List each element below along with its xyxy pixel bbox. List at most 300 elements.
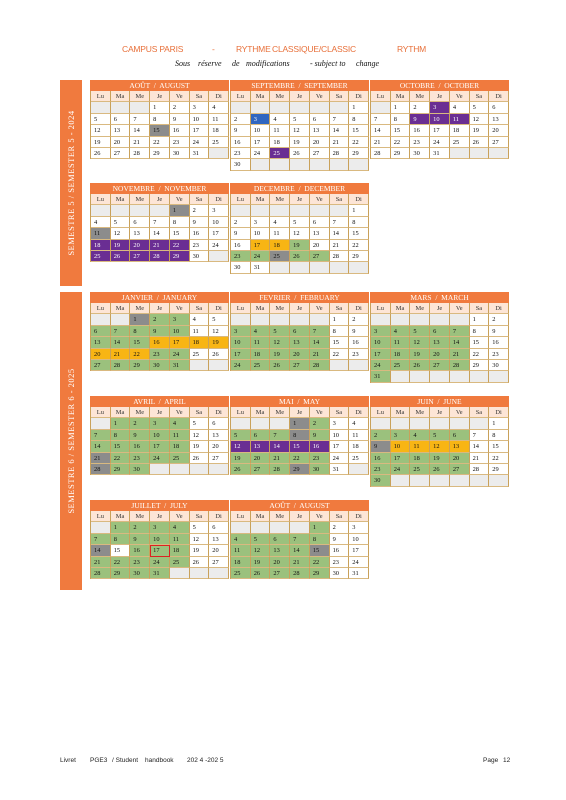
empty-day-cell — [91, 522, 111, 533]
day-cell: 31 — [349, 568, 369, 579]
empty-day-cell — [391, 371, 411, 382]
day-cell: 17 — [371, 349, 391, 360]
month-title: MAI / MAY — [230, 396, 369, 407]
day-cell: 3 — [430, 102, 450, 113]
day-cell: 16 — [150, 337, 170, 348]
day-cell: 11 — [209, 114, 229, 125]
day-cell: 29 — [170, 251, 190, 262]
day-cell: 21 — [270, 453, 290, 464]
day-cell: 24 — [209, 240, 229, 251]
day-cell: 20 — [251, 453, 271, 464]
empty-day-cell — [270, 102, 290, 113]
month-block — [90, 80, 229, 159]
day-cell: 19 — [470, 125, 490, 136]
day-cell: 28 — [371, 148, 391, 159]
day-cell: 6 — [91, 326, 111, 337]
weekday-header: Ve — [310, 511, 330, 522]
day-cell: 7 — [330, 217, 350, 228]
empty-day-cell — [251, 102, 271, 113]
day-cell: 15 — [111, 441, 131, 452]
weekday-header: Lu — [231, 511, 251, 522]
empty-day-cell — [270, 418, 290, 429]
weekday-header: Ma — [111, 511, 131, 522]
day-cell: 31 — [371, 371, 391, 382]
weekday-header: Je — [290, 407, 310, 418]
weekday-header: Ma — [251, 407, 271, 418]
day-cell: 5 — [111, 217, 131, 228]
day-cell: 19 — [290, 240, 310, 251]
day-cell: 30 — [489, 360, 509, 371]
day-cell: 1 — [150, 102, 170, 113]
day-cell: 14 — [130, 125, 150, 136]
day-cell: 1 — [290, 418, 310, 429]
empty-day-cell — [391, 475, 411, 486]
weekday-header: Di — [209, 303, 229, 314]
weekday-header: Me — [410, 303, 430, 314]
day-cell: 15 — [150, 125, 170, 136]
empty-day-cell — [330, 262, 350, 273]
calendar-header — [0, 44, 566, 58]
weekday-header: Sa — [470, 91, 490, 102]
weekday-header: Ve — [450, 303, 470, 314]
day-cell: 10 — [371, 337, 391, 348]
day-cell: 1 — [330, 314, 350, 325]
month-grid — [230, 194, 369, 274]
day-cell: 4 — [170, 522, 190, 533]
day-cell: 21 — [330, 240, 350, 251]
day-cell: 3 — [371, 326, 391, 337]
day-cell: 22 — [391, 137, 411, 148]
empty-day-cell — [290, 314, 310, 325]
header-dash: - — [212, 44, 215, 54]
day-cell: 25 — [251, 360, 271, 371]
empty-day-cell — [270, 314, 290, 325]
day-cell: 20 — [270, 557, 290, 568]
empty-day-cell — [190, 568, 210, 579]
day-cell: 9 — [190, 217, 210, 228]
footer-book: Livret — [60, 757, 76, 764]
day-cell: 12 — [270, 337, 290, 348]
day-cell: 27 — [111, 148, 131, 159]
day-cell: 13 — [310, 125, 330, 136]
day-cell: 31 — [330, 464, 350, 475]
day-cell: 22 — [489, 453, 509, 464]
weekday-header: Di — [349, 511, 369, 522]
day-cell: 12 — [470, 114, 490, 125]
weekday-header: Je — [150, 194, 170, 205]
day-cell: 16 — [371, 453, 391, 464]
day-cell: 8 — [330, 326, 350, 337]
empty-day-cell — [91, 314, 111, 325]
month-title: JUIN / JUNE — [370, 396, 509, 407]
day-cell: 10 — [430, 114, 450, 125]
day-cell: 29 — [310, 568, 330, 579]
weekday-header: Sa — [330, 407, 350, 418]
day-cell: 12 — [190, 430, 210, 441]
weekday-header: Sa — [190, 303, 210, 314]
day-cell: 5 — [410, 326, 430, 337]
day-cell: 30 — [130, 464, 150, 475]
month-block — [230, 500, 369, 579]
weekday-header: Me — [410, 407, 430, 418]
day-cell: 27 — [91, 360, 111, 371]
day-cell: 9 — [231, 125, 251, 136]
day-cell: 10 — [150, 430, 170, 441]
day-cell: 2 — [330, 522, 350, 533]
day-cell: 31 — [170, 360, 190, 371]
empty-day-cell — [430, 371, 450, 382]
day-cell: 14 — [310, 337, 330, 348]
empty-day-cell — [330, 159, 350, 170]
day-cell: 13 — [270, 545, 290, 556]
empty-day-cell — [270, 522, 290, 533]
empty-day-cell — [251, 205, 271, 216]
day-cell: 21 — [330, 137, 350, 148]
day-cell: 26 — [290, 251, 310, 262]
day-cell: 19 — [410, 349, 430, 360]
empty-day-cell — [371, 102, 391, 113]
weekday-header: Ve — [170, 303, 190, 314]
semester-5-label: SEMESTRE 5 / SEMESTER 5 - 2024 — [66, 110, 76, 256]
weekday-header: Sa — [190, 407, 210, 418]
day-cell: 20 — [209, 441, 229, 452]
empty-day-cell — [310, 262, 330, 273]
empty-day-cell — [489, 148, 509, 159]
day-cell: 6 — [209, 522, 229, 533]
day-cell: 12 — [290, 228, 310, 239]
weekday-header: Je — [430, 303, 450, 314]
day-cell: 3 — [251, 217, 271, 228]
weekday-header: Ma — [391, 303, 411, 314]
day-cell: 27 — [310, 148, 330, 159]
day-cell: 1 — [349, 205, 369, 216]
day-cell: 22 — [111, 557, 131, 568]
empty-day-cell — [450, 314, 470, 325]
day-cell: 31 — [150, 568, 170, 579]
day-cell: 10 — [251, 125, 271, 136]
month-grid — [370, 407, 509, 487]
month-block — [230, 292, 369, 371]
day-cell: 26 — [209, 349, 229, 360]
day-cell: 31 — [251, 262, 271, 273]
day-cell: 6 — [209, 418, 229, 429]
day-cell: 19 — [111, 240, 131, 251]
day-cell: 5 — [91, 114, 111, 125]
day-cell: 22 — [111, 453, 131, 464]
empty-day-cell — [349, 159, 369, 170]
empty-day-cell — [270, 205, 290, 216]
day-cell: 26 — [430, 464, 450, 475]
day-cell: 19 — [270, 349, 290, 360]
weekday-header: Ve — [450, 407, 470, 418]
day-cell: 6 — [310, 217, 330, 228]
weekday-header: Me — [270, 194, 290, 205]
day-cell: 6 — [130, 217, 150, 228]
month-title: JUILLET / JULY — [90, 500, 229, 511]
day-cell: 18 — [410, 453, 430, 464]
day-cell: 21 — [91, 453, 111, 464]
day-cell: 17 — [330, 441, 350, 452]
day-cell: 17 — [150, 545, 170, 556]
day-cell: 19 — [209, 337, 229, 348]
page-footer — [0, 757, 566, 769]
day-cell: 15 — [170, 228, 190, 239]
day-cell: 28 — [91, 464, 111, 475]
weekday-header: Ma — [251, 194, 271, 205]
weekday-header: Ve — [310, 194, 330, 205]
day-cell: 15 — [470, 337, 490, 348]
empty-day-cell — [251, 314, 271, 325]
day-cell: 14 — [270, 441, 290, 452]
day-cell: 8 — [150, 114, 170, 125]
day-cell: 13 — [290, 337, 310, 348]
day-cell: 14 — [330, 228, 350, 239]
empty-day-cell — [410, 475, 430, 486]
day-cell: 19 — [91, 137, 111, 148]
day-cell: 4 — [270, 114, 290, 125]
day-cell: 2 — [410, 102, 430, 113]
day-cell: 2 — [349, 314, 369, 325]
day-cell: 5 — [290, 217, 310, 228]
day-cell: 31 — [190, 148, 210, 159]
empty-day-cell — [450, 475, 470, 486]
month-block — [90, 500, 229, 579]
day-cell: 29 — [111, 568, 131, 579]
day-cell: 25 — [450, 137, 470, 148]
day-cell: 11 — [231, 545, 251, 556]
weekday-header: Lu — [91, 511, 111, 522]
weekday-header: Lu — [231, 407, 251, 418]
day-cell: 18 — [450, 125, 470, 136]
day-cell: 27 — [209, 453, 229, 464]
day-cell: 19 — [251, 557, 271, 568]
day-cell: 17 — [251, 240, 271, 251]
day-cell: 25 — [270, 251, 290, 262]
day-cell: 21 — [310, 349, 330, 360]
empty-day-cell — [489, 371, 509, 382]
day-cell: 13 — [209, 430, 229, 441]
day-cell: 21 — [450, 349, 470, 360]
day-cell: 12 — [410, 337, 430, 348]
weekday-header: Ve — [450, 91, 470, 102]
day-cell: 18 — [391, 349, 411, 360]
footer-sep: / Student — [112, 757, 139, 764]
day-cell: 16 — [231, 137, 251, 148]
day-cell: 7 — [130, 114, 150, 125]
day-cell: 28 — [470, 464, 490, 475]
day-cell: 1 — [391, 102, 411, 113]
day-cell: 22 — [349, 240, 369, 251]
day-cell: 16 — [130, 545, 150, 556]
day-cell: 5 — [209, 314, 229, 325]
weekday-header: Sa — [470, 303, 490, 314]
day-cell: 30 — [130, 568, 150, 579]
weekday-header: Sa — [470, 407, 490, 418]
empty-day-cell — [330, 360, 350, 371]
month-grid — [370, 91, 509, 159]
day-cell: 3 — [150, 418, 170, 429]
day-cell: 29 — [290, 464, 310, 475]
month-grid — [230, 91, 369, 171]
day-cell: 24 — [371, 360, 391, 371]
month-grid — [370, 303, 509, 383]
day-cell: 30 — [231, 159, 251, 170]
rythme-label: RYTHME — [236, 44, 271, 54]
day-cell: 3 — [231, 326, 251, 337]
day-cell: 8 — [290, 430, 310, 441]
day-cell: 22 — [349, 137, 369, 148]
day-cell: 18 — [270, 240, 290, 251]
day-cell: 22 — [470, 349, 490, 360]
weekday-header: Lu — [91, 194, 111, 205]
day-cell: 25 — [209, 137, 229, 148]
empty-day-cell — [430, 314, 450, 325]
day-cell: 4 — [231, 534, 251, 545]
day-cell: 24 — [150, 453, 170, 464]
day-cell: 10 — [170, 326, 190, 337]
day-cell: 22 — [330, 349, 350, 360]
day-cell: 13 — [130, 228, 150, 239]
day-cell: 10 — [251, 228, 271, 239]
empty-day-cell — [430, 418, 450, 429]
day-cell: 26 — [290, 148, 310, 159]
day-cell: 15 — [349, 125, 369, 136]
day-cell: 28 — [450, 360, 470, 371]
day-cell: 20 — [430, 349, 450, 360]
weekday-header: Ve — [310, 91, 330, 102]
day-cell: 9 — [130, 430, 150, 441]
day-cell: 16 — [489, 337, 509, 348]
month-block — [90, 396, 229, 475]
day-cell: 23 — [310, 453, 330, 464]
day-cell: 15 — [290, 441, 310, 452]
day-cell: 21 — [371, 137, 391, 148]
day-cell: 12 — [430, 441, 450, 452]
day-cell: 30 — [231, 262, 251, 273]
day-cell: 11 — [270, 228, 290, 239]
day-cell: 9 — [310, 430, 330, 441]
day-cell: 28 — [290, 568, 310, 579]
day-cell: 27 — [251, 464, 271, 475]
day-cell: 26 — [470, 137, 490, 148]
day-cell: 23 — [190, 240, 210, 251]
day-cell: 19 — [190, 545, 210, 556]
weekday-header: Je — [430, 407, 450, 418]
empty-day-cell — [209, 148, 229, 159]
day-cell: 25 — [349, 453, 369, 464]
day-cell: 12 — [231, 441, 251, 452]
weekday-header: Me — [130, 194, 150, 205]
day-cell: 22 — [150, 137, 170, 148]
day-cell: 27 — [130, 251, 150, 262]
month-title: AOÛT / AUGUST — [230, 500, 369, 511]
subtitle-word: Sous — [175, 59, 191, 68]
day-cell: 30 — [371, 475, 391, 486]
month-block — [370, 292, 509, 383]
day-cell: 9 — [170, 114, 190, 125]
day-cell: 14 — [330, 125, 350, 136]
empty-day-cell — [170, 568, 190, 579]
day-cell: 28 — [330, 251, 350, 262]
day-cell: 28 — [150, 251, 170, 262]
day-cell: 7 — [470, 430, 490, 441]
day-cell: 14 — [91, 441, 111, 452]
day-cell: 29 — [349, 251, 369, 262]
day-cell: 14 — [91, 545, 111, 556]
empty-day-cell — [310, 159, 330, 170]
day-cell: 8 — [470, 326, 490, 337]
weekday-header: Ve — [170, 511, 190, 522]
day-cell: 27 — [450, 464, 470, 475]
month-title: FEVRIER / FEBRUARY — [230, 292, 369, 303]
weekday-header: Lu — [91, 303, 111, 314]
day-cell: 9 — [231, 228, 251, 239]
day-cell: 20 — [209, 545, 229, 556]
day-cell: 15 — [310, 545, 330, 556]
day-cell: 27 — [270, 568, 290, 579]
empty-day-cell — [450, 418, 470, 429]
day-cell: 26 — [251, 568, 271, 579]
empty-day-cell — [170, 464, 190, 475]
weekday-header: Lu — [91, 91, 111, 102]
day-cell: 4 — [410, 430, 430, 441]
day-cell: 3 — [330, 418, 350, 429]
day-cell: 14 — [290, 545, 310, 556]
day-cell: 11 — [349, 430, 369, 441]
day-cell: 18 — [349, 441, 369, 452]
weekday-header: Je — [290, 194, 310, 205]
empty-day-cell — [209, 568, 229, 579]
day-cell: 19 — [290, 137, 310, 148]
semester-6-band — [60, 292, 82, 590]
empty-day-cell — [190, 464, 210, 475]
empty-day-cell — [231, 522, 251, 533]
empty-day-cell — [111, 102, 131, 113]
day-cell: 6 — [489, 102, 509, 113]
weekday-header: Di — [349, 91, 369, 102]
day-cell: 12 — [111, 228, 131, 239]
subtitle-word: de — [232, 59, 240, 68]
day-cell: 21 — [290, 557, 310, 568]
weekday-header: Ma — [111, 303, 131, 314]
day-cell: 7 — [330, 114, 350, 125]
day-cell: 10 — [150, 534, 170, 545]
month-title: SEPTEMBRE / SEPTEMBER — [230, 80, 369, 91]
empty-day-cell — [251, 522, 271, 533]
day-cell: 11 — [170, 534, 190, 545]
day-cell: 1 — [470, 314, 490, 325]
day-cell: 29 — [150, 148, 170, 159]
weekday-header: Di — [349, 194, 369, 205]
weekday-header: Lu — [91, 407, 111, 418]
day-cell: 17 — [430, 125, 450, 136]
day-cell: 7 — [450, 326, 470, 337]
footer-school: PGE3 — [90, 757, 108, 764]
day-cell: 17 — [231, 349, 251, 360]
day-cell: 13 — [111, 125, 131, 136]
semester-5-band — [60, 80, 82, 286]
day-cell: 5 — [251, 534, 271, 545]
semester-6-label: SEMESTRE 6 / SEMESTER 6 - 2025 — [66, 368, 76, 514]
month-block — [230, 183, 369, 274]
day-cell: 11 — [190, 326, 210, 337]
day-cell: 6 — [290, 326, 310, 337]
empty-day-cell — [251, 418, 271, 429]
day-cell: 10 — [209, 217, 229, 228]
day-cell: 5 — [430, 430, 450, 441]
empty-day-cell — [209, 360, 229, 371]
weekday-header: Ve — [310, 407, 330, 418]
